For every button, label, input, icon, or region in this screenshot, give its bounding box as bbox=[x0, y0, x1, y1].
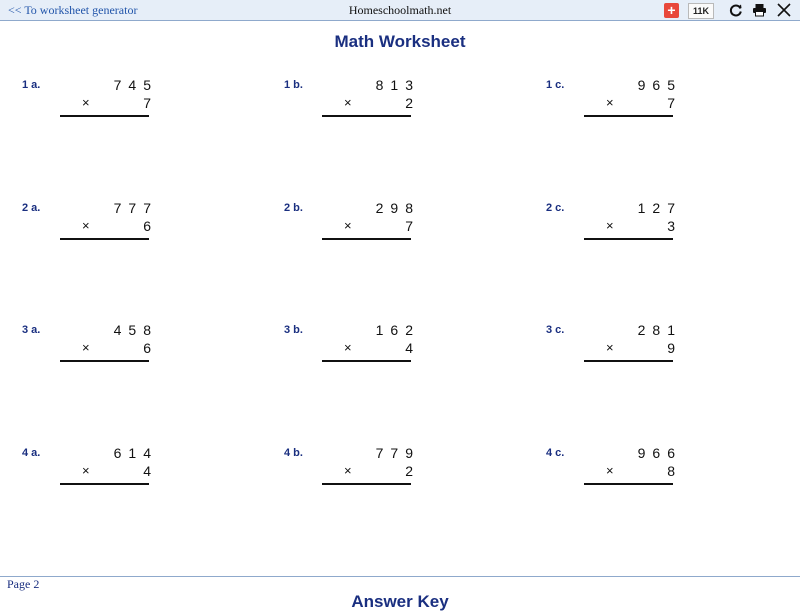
multiply-sign: × bbox=[82, 218, 90, 233]
problem-1c bbox=[546, 79, 726, 139]
plus-icon[interactable]: + bbox=[664, 3, 679, 18]
answer-line bbox=[322, 238, 411, 240]
multiplier: 9 bbox=[667, 340, 682, 356]
answer-line bbox=[322, 483, 411, 485]
top-toolbar bbox=[0, 0, 800, 21]
multiplier: 7 bbox=[667, 95, 682, 111]
multiplier: 8 bbox=[667, 463, 682, 479]
problem-3b bbox=[284, 324, 464, 384]
multiplier: 7 bbox=[143, 95, 158, 111]
page-divider bbox=[0, 576, 800, 577]
problem-label: 4 b. bbox=[284, 447, 303, 459]
problem-label: 2 a. bbox=[22, 202, 41, 214]
multiply-sign: × bbox=[344, 340, 352, 355]
answer-line bbox=[60, 483, 149, 485]
close-icon[interactable] bbox=[776, 2, 792, 18]
multiplier: 6 bbox=[143, 340, 158, 356]
answer-line bbox=[60, 115, 149, 117]
back-to-generator-link[interactable]: << To worksheet generator bbox=[8, 3, 138, 17]
top-number: 966 bbox=[637, 445, 682, 461]
answer-line bbox=[584, 115, 673, 117]
answer-line bbox=[60, 360, 149, 362]
multiplier: 4 bbox=[405, 340, 420, 356]
problem-4a bbox=[22, 447, 202, 507]
site-title[interactable]: Homeschoolmath.net bbox=[348, 3, 452, 17]
top-number: 458 bbox=[113, 322, 158, 338]
problem-label: 4 c. bbox=[546, 447, 565, 459]
top-number: 614 bbox=[113, 445, 158, 461]
problem-label: 1 c. bbox=[546, 79, 565, 91]
problem-1b bbox=[284, 79, 464, 139]
top-number: 281 bbox=[637, 322, 682, 338]
answer-line bbox=[322, 360, 411, 362]
problem-label: 1 a. bbox=[22, 79, 41, 91]
multiply-sign: × bbox=[606, 95, 614, 110]
problem-2b bbox=[284, 202, 464, 262]
page-number: Page 2 bbox=[7, 577, 40, 591]
problem-label: 4 a. bbox=[22, 447, 41, 459]
answer-key-title: Answer Key bbox=[351, 592, 449, 611]
multiplier: 6 bbox=[143, 218, 158, 234]
answer-line bbox=[584, 238, 673, 240]
refresh-icon[interactable] bbox=[728, 2, 744, 18]
multiplier: 7 bbox=[405, 218, 420, 234]
multiply-sign: × bbox=[344, 218, 352, 233]
multiply-sign: × bbox=[82, 463, 90, 478]
multiplier: 2 bbox=[405, 95, 420, 111]
top-number: 745 bbox=[113, 77, 158, 93]
problem-4c bbox=[546, 447, 726, 507]
multiply-sign: × bbox=[606, 340, 614, 355]
problem-label: 3 b. bbox=[284, 324, 303, 336]
multiply-sign: × bbox=[344, 463, 352, 478]
problem-3c bbox=[546, 324, 726, 384]
top-number: 127 bbox=[637, 200, 682, 216]
multiply-sign: × bbox=[82, 95, 90, 110]
problem-4b bbox=[284, 447, 464, 507]
problem-2a bbox=[22, 202, 202, 262]
top-number: 965 bbox=[637, 77, 682, 93]
multiply-sign: × bbox=[82, 340, 90, 355]
multiply-sign: × bbox=[606, 463, 614, 478]
multiplier: 2 bbox=[405, 463, 420, 479]
top-number: 298 bbox=[375, 200, 420, 216]
print-icon[interactable] bbox=[751, 2, 767, 18]
share-count-badge: 11K bbox=[688, 3, 714, 19]
answer-line bbox=[584, 483, 673, 485]
problem-label: 3 a. bbox=[22, 324, 41, 336]
top-number: 779 bbox=[375, 445, 420, 461]
problem-label: 2 b. bbox=[284, 202, 303, 214]
multiplier: 3 bbox=[667, 218, 682, 234]
problem-1a bbox=[22, 79, 202, 139]
worksheet-title: Math Worksheet bbox=[334, 32, 466, 51]
answer-line bbox=[584, 360, 673, 362]
top-number: 813 bbox=[375, 77, 420, 93]
answer-line bbox=[322, 115, 411, 117]
multiplier: 4 bbox=[143, 463, 158, 479]
multiply-sign: × bbox=[344, 95, 352, 110]
problem-label: 2 c. bbox=[546, 202, 565, 214]
top-number: 162 bbox=[375, 322, 420, 338]
answer-line bbox=[60, 238, 149, 240]
problem-label: 1 b. bbox=[284, 79, 303, 91]
multiply-sign: × bbox=[606, 218, 614, 233]
problem-label: 3 c. bbox=[546, 324, 565, 336]
problem-3a bbox=[22, 324, 202, 384]
problem-2c bbox=[546, 202, 726, 262]
top-number: 777 bbox=[113, 200, 158, 216]
